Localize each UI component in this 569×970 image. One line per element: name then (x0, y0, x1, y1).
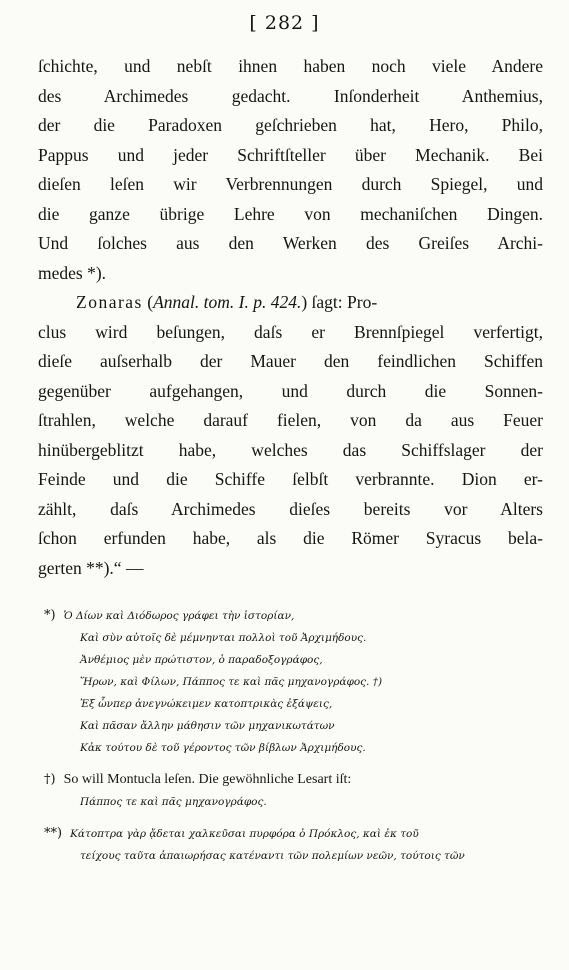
greek-prose: τείχους ταῦτα ἀπαιωρήσας κατέναντι τῶν πολεμίων νεῶν, τούτοις τῶν (80, 850, 465, 862)
text-line: Und ſolches aus den Werken des Greiſes Archi- (38, 233, 543, 253)
greek-prose: Κάτοπτρα γὰρ ᾄδεται χαλκεῦσαι πυρφόρα ὁ Πρόκλος, καὶ ἐκ τοῦ (70, 828, 419, 840)
text-line: gegenüber aufgehangen, und durch die Sonnen- (38, 380, 543, 401)
greek-verse: Ἐξ ὧνπερ ἀνεγνώκειμεν κατοπτρικὰς ἐξάψεις, (80, 698, 333, 710)
text-line: medes *). (38, 262, 107, 283)
text-line: ſtrahlen, welche darauf fielen, von da aus Feuer (38, 410, 543, 430)
reference-open: ( (147, 292, 154, 312)
footnote-2 (44, 769, 534, 791)
footnotes (44, 605, 534, 867)
text-line: dieſen leſen wir Verbrennungen durch Spiegel, und (38, 174, 543, 194)
text-line: Pappus und jeder Schriftſteller über Mechanik. Bei (38, 144, 543, 165)
text-continuation: ) ſagt: Pro- (301, 292, 378, 312)
author-name: Zonaras (76, 292, 143, 312)
greek-variant: Πάππος τε καὶ πᾶς μηχανογράφος. (80, 796, 267, 808)
greek-verse: Ἀνθέμιος μὲν πρώτιστον, ὁ παραδοξογράφος, (80, 654, 323, 666)
text-line: des Archimedes gedacht. Inſonderheit Anthemius, (38, 85, 543, 106)
footnote-2-text: So will Montucla leſen. Die gewöhnliche Lesart iſt: (63, 772, 352, 787)
text-line: gerten **).“ — (38, 557, 144, 578)
main-text (38, 52, 543, 583)
greek-verse: Καὶ σὺν αὐτοῖς δὲ μέμνηνται πολλοὶ τοῦ Ἀρχιμήδους. (80, 632, 367, 644)
text-line: die ganze übrige Lehre von mechaniſchen Dingen. (38, 203, 543, 224)
text-line: clus wird beſungen, daſs er Brennſpiegel verfertigt, (38, 321, 543, 342)
text-line: hinübergeblitzt habe, welches das Schiffslager der (38, 439, 543, 460)
greek-verse: Ἥρων, καὶ Φίλων, Πάππος τε καὶ πᾶς μηχανογράφος. †) (80, 676, 383, 688)
page-number: [ 282 ] (249, 12, 320, 34)
footnote-marker: **) (44, 826, 63, 841)
greek-verse: Καὶ πᾶσαν ἄλλην μάθησιν τῶν μηχανικωτάτων (80, 720, 335, 732)
greek-verse: Κἀκ τούτου δὲ τοῦ γέροντος τῶν βίβλων Ἀρχιμήδους. (80, 742, 366, 754)
footnote-marker: *) (44, 608, 56, 623)
text-line: ſchichte, und nebſt ihnen haben noch viele Andere (38, 56, 543, 76)
text-line: zählt, daſs Archimedes dieſes bereits vor Alters (38, 498, 543, 519)
text-line: Feinde und die Schiffe ſelbſt verbrannte. Dion er- (38, 469, 543, 489)
footnote-3-first-line (44, 823, 534, 845)
greek-verse: Ὁ Δίων καὶ Διόδωρος γράφει τὴν ἱστορίαν, (63, 610, 295, 622)
citation: Annal. tom. I. p. 424. (153, 292, 302, 312)
text-line: der die Paradoxen geſchrieben hat, Hero, Philo, (38, 115, 543, 135)
footnote-marker: †) (44, 772, 56, 787)
footnote-1-first-line (44, 605, 534, 627)
text-line: ſchon erfunden habe, als die Römer Syracus bela- (38, 528, 543, 548)
text-line: dieſe auſserhalb der Mauer den feindlichen Schiffen (38, 351, 543, 371)
paragraph-opening-line (38, 288, 543, 318)
